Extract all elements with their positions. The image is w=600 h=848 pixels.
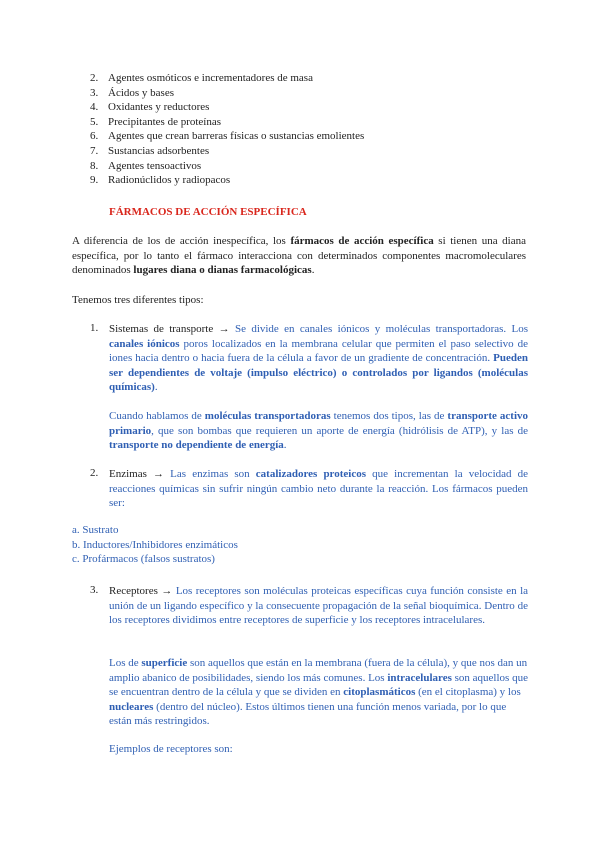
- arrow-icon: →: [161, 585, 173, 597]
- item-title: Receptores: [109, 585, 158, 597]
- arrow-icon: →: [153, 468, 165, 480]
- intro-paragraph: A diferencia de los de acción inespecífica, los fármacos de acción específica si tienen una diana específica, por lo tanto el fármaco interacciona con determinados componentes macromoleculares denominados lugares diana o dianas farmacológicas.: [72, 235, 526, 277]
- list-item: 7. Sustancias adsorbentes: [90, 144, 210, 157]
- item-number: 2.: [90, 467, 99, 479]
- section-heading: FÁRMACOS DE ACCIÓN ESPECÍFICA: [109, 206, 307, 218]
- list-item: b. Inductores/Inhibidores enzimáticos: [72, 538, 238, 551]
- item-receptors-paragraph: Receptores → Los receptores son moléculas proteicas específicas cuya función consiste en la unión de un ligando específico y la consecuente propagación de la señal bioquímica. Dentro de los receptores dividimos entre receptores de superficie y los receptores intracelulares.: [109, 585, 529, 627]
- list-item: 4. Oxidantes y reductores: [90, 101, 210, 114]
- numbered-list: [90, 71, 364, 188]
- list-item: c. Profármacos (falsos sustratos): [72, 553, 215, 566]
- arrow-icon: →: [218, 323, 230, 335]
- item-title: Sistemas de transporte: [109, 323, 214, 335]
- list-item: 5. Precipitantes de proteínas: [90, 115, 222, 128]
- list-item: 9. Radionúclidos y radiopacos: [90, 174, 231, 187]
- list-item: 6. Agentes que crean barreras físicas o sustancias emolientes: [90, 130, 365, 143]
- item-enzymes-paragraph: Enzimas → Las enzimas son catalizadores proteicos que incrementan la velocidad de reacciones químicas sin sufrir ningún cambio neto durante la reacción. Los fármacos pueden ser:: [109, 468, 529, 510]
- item-transport-paragraph: Sistemas de transporte → Se divide en canales iónicos y moléculas transportadoras. Los canales iónicos poros localizados en la membrana celular que permiten el paso selectivo de iones hacia dentro o hacia fuera de la célula a favor de un gradiente de concentración. Pueden ser dependientes de voltaje (impulso eléctrico) o controlados por ligandos (moléculas químicas).: [109, 323, 529, 394]
- transport-molecules-paragraph: Cuando hablamos de moléculas transportadoras tenemos dos tipos, las de transporte activo primario, que son bombas que requieren un aporte de energía (hidrólisis de ATP), y las de transporte no dependiente de energía.: [109, 410, 529, 452]
- list-item: 8. Agentes tensoactivos: [90, 159, 202, 172]
- list-item: 2. Agentes osmóticos e incrementadores de masa: [90, 72, 313, 84]
- receptor-types-paragraph: Los de superficie son aquellos que están en la membrana (fuera de la célula), y que nos dan un amplio abanico de posibilidades, siendo los más comunes. Los intracelulares son aquellos que se encuentran dentro de la célula y que se dividen en citoplasmáticos (en el citoplasma) y los nucleares (dentro del núcleo). Estos últimos tienen una función menos variada, por lo que están más restringidos.: [109, 657, 528, 728]
- lettered-list: [72, 523, 238, 567]
- item-title: Enzimas: [109, 468, 147, 480]
- list-item: 3. Ácidos y bases: [90, 86, 174, 99]
- types-intro: Tenemos tres diferentes tipos:: [72, 294, 204, 306]
- list-item: a. Sustrato: [72, 524, 119, 536]
- item-number: 1.: [90, 322, 99, 334]
- examples-label: Ejemplos de receptores son:: [109, 743, 233, 755]
- item-number: 3.: [90, 584, 99, 596]
